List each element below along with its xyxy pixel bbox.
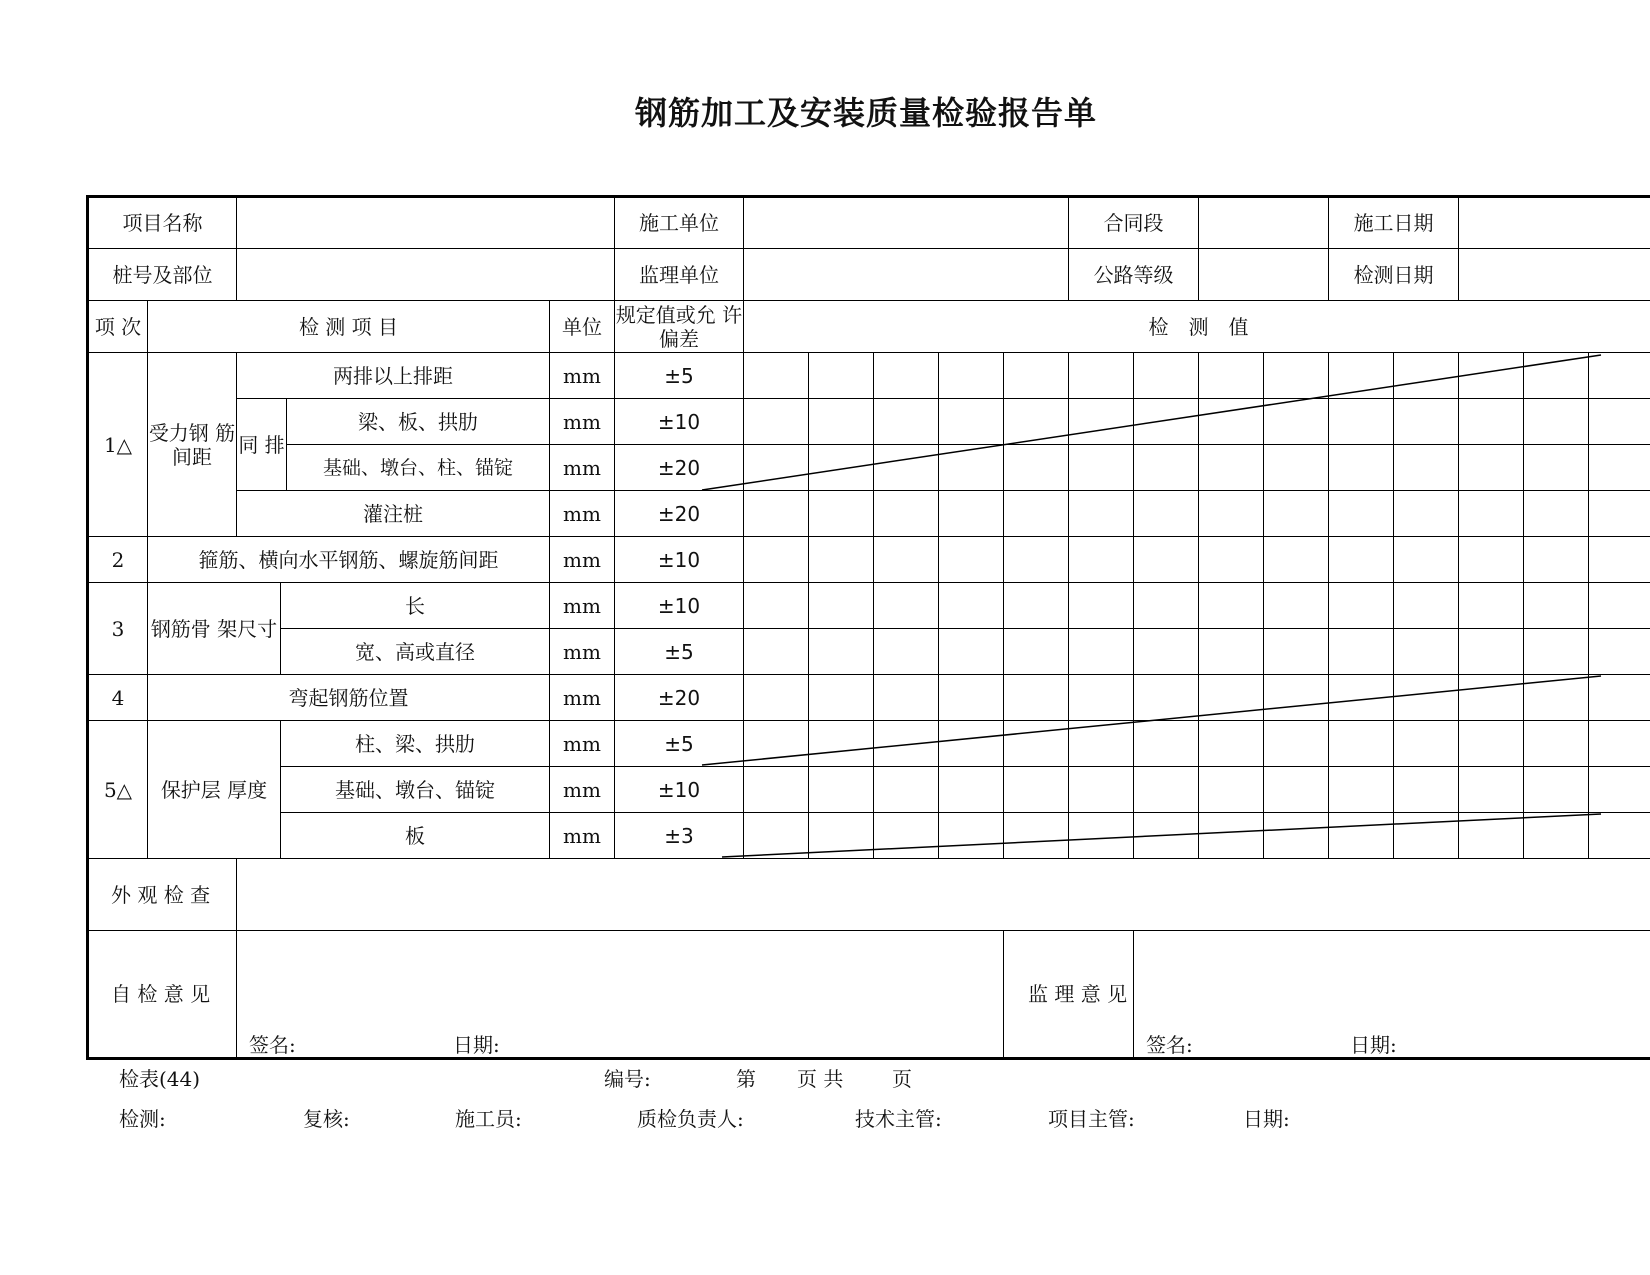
measure-cell[interactable] [809,537,874,583]
measure-cell[interactable] [1199,721,1264,767]
supervision-sign-label: 签名: [1146,1033,1193,1057]
measure-cell[interactable] [1199,445,1264,491]
row5-group: 保护层 厚度 [148,721,281,859]
measure-cell[interactable] [1004,353,1069,399]
measure-cell[interactable] [1394,445,1459,491]
report-title: 钢筋加工及安装质量检验报告单 [634,94,1097,132]
measure-cell[interactable] [1069,813,1134,859]
measure-cell[interactable] [1134,399,1199,445]
measure-cell[interactable] [1199,813,1264,859]
measure-cell[interactable] [1199,767,1264,813]
measure-cell[interactable] [1264,353,1329,399]
header-row-1 [88,197,1650,249]
measure-cell[interactable] [1199,675,1264,721]
row-1b [88,399,1650,445]
measure-cell[interactable] [1589,721,1650,767]
opinion-row [88,931,1650,1059]
page-di: 第 [736,1067,756,1091]
measure-cell[interactable] [1394,721,1459,767]
row1a-spec: ±5 [615,353,744,399]
row5c-unit: mm [550,813,615,859]
measure-cell[interactable] [1589,629,1650,675]
measure-cell[interactable] [874,767,939,813]
reviewer-label: 复核: [303,1107,350,1131]
measure-cell[interactable] [1264,675,1329,721]
measure-cell[interactable] [1394,767,1459,813]
row-5b [88,767,1650,813]
item-header: 检 测 项 目 [148,301,550,353]
construction-date-value[interactable] [1459,197,1650,249]
measure-cell[interactable] [1199,491,1264,537]
measure-cell[interactable] [1589,491,1650,537]
row5c-spec: ±3 [615,813,744,859]
measure-cell[interactable] [809,353,874,399]
row1b-unit: mm [550,399,615,445]
construction-unit-label: 施工单位 [615,197,744,249]
measure-cell[interactable] [744,813,809,859]
page-ye-gong: 页 共 [797,1067,844,1091]
row-5a [88,721,1650,767]
row3b-unit: mm [550,629,615,675]
supervision-opinion-value[interactable] [1134,931,1650,1059]
measure-cell[interactable] [1329,721,1394,767]
measure-cell[interactable] [1134,583,1199,629]
measure-cell[interactable] [1329,491,1394,537]
measure-cell[interactable] [1004,675,1069,721]
column-header-row [88,301,1650,353]
inspection-date-value[interactable] [1459,249,1650,301]
row5a-unit: mm [550,721,615,767]
measure-cell[interactable] [809,445,874,491]
row5a-item: 柱、梁、拱肋 [281,721,550,767]
measure-cell[interactable] [1394,399,1459,445]
contract-section-label: 合同段 [1069,197,1199,249]
measure-cell[interactable] [809,491,874,537]
row-1d [88,491,1650,537]
row3b-spec: ±5 [615,629,744,675]
measure-cell[interactable] [1004,445,1069,491]
measure-cell[interactable] [1524,813,1589,859]
unit-header: 单位 [550,301,615,353]
measure-cell[interactable] [809,629,874,675]
row3-group: 钢筋骨 架尺寸 [148,583,281,675]
measure-cell[interactable] [1069,583,1134,629]
measure-cell[interactable] [1004,813,1069,859]
row1-same-row: 同 排 [237,399,287,491]
row4-item: 弯起钢筋位置 [148,675,550,721]
measure-cell[interactable] [744,353,809,399]
measure-cell[interactable] [809,583,874,629]
measure-cell[interactable] [1264,767,1329,813]
measure-cell[interactable] [1394,675,1459,721]
measure-cell[interactable] [1329,813,1394,859]
measure-cell[interactable] [939,813,1004,859]
row-1c [88,445,1650,491]
measure-cell[interactable] [1264,583,1329,629]
tech-head-label: 技术主管: [855,1107,942,1131]
row3-no: 3 [88,583,148,675]
measure-cell[interactable] [1329,583,1394,629]
measure-cell[interactable] [1459,721,1524,767]
measure-cell[interactable] [1069,537,1134,583]
measure-cell[interactable] [939,445,1004,491]
row2-unit: mm [550,537,615,583]
self-check-label: 自 检 意 见 [88,931,237,1059]
measure-cell[interactable] [1199,399,1264,445]
measure-cell[interactable] [744,537,809,583]
station-part-value[interactable] [237,249,615,301]
project-name-value[interactable] [237,197,615,249]
row5b-spec: ±10 [615,767,744,813]
measure-cell[interactable] [1459,445,1524,491]
row3a-item: 长 [281,583,550,629]
project-name-label: 项目名称 [88,197,237,249]
measure-cell[interactable] [1004,767,1069,813]
row4-unit: mm [550,675,615,721]
station-part-label: 桩号及部位 [88,249,237,301]
measure-cell[interactable] [1589,445,1650,491]
measure-cell[interactable] [1524,583,1589,629]
measure-cell[interactable] [1329,353,1394,399]
row2-no: 2 [88,537,148,583]
self-check-value[interactable] [237,931,1004,1059]
measure-cell[interactable] [744,399,809,445]
measure-cell[interactable] [1524,491,1589,537]
self-check-date-label: 日期: [453,1033,500,1057]
self-check-sign-label: 签名: [249,1033,296,1057]
row-2 [88,537,1650,583]
measure-cell[interactable] [939,537,1004,583]
appearance-value[interactable] [237,859,1650,931]
measure-cell[interactable] [939,767,1004,813]
measure-cell[interactable] [809,675,874,721]
measure-cell[interactable] [1069,491,1134,537]
measure-cell[interactable] [1459,583,1524,629]
measure-cell[interactable] [1459,675,1524,721]
item-no-header: 项 次 [88,301,148,353]
measure-cell[interactable] [874,399,939,445]
measure-cell[interactable] [1004,399,1069,445]
measure-cell[interactable] [1264,399,1329,445]
construction-unit-value[interactable] [744,197,1069,249]
measure-cell[interactable] [1134,813,1199,859]
row1a-unit: mm [550,353,615,399]
measure-cell[interactable] [809,767,874,813]
measure-cell[interactable] [1134,491,1199,537]
project-head-label: 项目主管: [1048,1107,1135,1131]
row5b-unit: mm [550,767,615,813]
measure-cell[interactable] [1199,353,1264,399]
row5b-item: 基础、墩台、锚锭 [281,767,550,813]
measure-cell[interactable] [1069,353,1134,399]
supervision-unit-label: 监理单位 [615,249,744,301]
measure-cell[interactable] [744,445,809,491]
builder-label: 施工员: [455,1107,522,1131]
measure-cell[interactable] [1394,629,1459,675]
measure-cell[interactable] [1069,399,1134,445]
measure-cell[interactable] [1589,813,1650,859]
measure-cell[interactable] [939,491,1004,537]
measure-cell[interactable] [874,491,939,537]
row1-no: 1△ [88,353,148,537]
measure-cell[interactable] [1199,537,1264,583]
measure-cell[interactable] [939,629,1004,675]
measure-cell[interactable] [1459,629,1524,675]
measure-cell[interactable] [874,675,939,721]
measure-cell[interactable] [1199,583,1264,629]
row-3a [88,583,1650,629]
row2-item: 箍筋、横向水平钢筋、螺旋筋间距 [148,537,550,583]
row1b-item: 梁、板、拱肋 [287,399,550,445]
measure-cell[interactable] [939,675,1004,721]
supervision-unit-value[interactable] [744,249,1069,301]
appearance-label: 外 观 检 查 [88,859,237,931]
measure-cell[interactable] [1394,537,1459,583]
measure-cell[interactable] [1394,583,1459,629]
qc-head-label: 质检负责人: [637,1107,744,1131]
measure-cell[interactable] [874,583,939,629]
measure-cell[interactable] [874,445,939,491]
measure-cell[interactable] [1459,399,1524,445]
measure-cell[interactable] [1199,629,1264,675]
measure-cell[interactable] [1329,767,1394,813]
measure-cell[interactable] [809,813,874,859]
measure-cell[interactable] [874,629,939,675]
measure-cell[interactable] [1394,491,1459,537]
row5c-item: 板 [281,813,550,859]
page-ye: 页 [892,1067,912,1091]
measure-cell[interactable] [1329,537,1394,583]
supervision-opinion-label: 监 理 意 见 [1004,931,1134,1059]
inspection-date-label: 检测日期 [1329,249,1459,301]
measure-cell[interactable] [939,721,1004,767]
row1d-unit: mm [550,491,615,537]
measure-cell[interactable] [1459,537,1524,583]
contract-section-value[interactable] [1199,197,1329,249]
measure-cell[interactable] [939,353,1004,399]
measure-cell[interactable] [1589,675,1650,721]
row5-no: 5△ [88,721,148,859]
measure-cell[interactable] [1264,721,1329,767]
appearance-row [88,859,1650,931]
row-3b [88,629,1650,675]
measure-cell[interactable] [1134,353,1199,399]
row4-spec: ±20 [615,675,744,721]
measure-cell[interactable] [744,583,809,629]
measure-cell[interactable] [1524,767,1589,813]
measure-cell[interactable] [1524,353,1589,399]
row2-spec: ±10 [615,537,744,583]
row1a-item: 两排以上排距 [237,353,550,399]
measure-cell[interactable] [1069,675,1134,721]
measure-cell[interactable] [744,675,809,721]
form-number: 检表(44) [119,1067,201,1091]
row4-no: 4 [88,675,148,721]
measure-cell[interactable] [1329,445,1394,491]
row3b-item: 宽、高或直径 [281,629,550,675]
measure-cell[interactable] [744,491,809,537]
measure-cell[interactable] [744,721,809,767]
measure-cell[interactable] [1524,629,1589,675]
measure-cell[interactable] [1069,629,1134,675]
measure-cell[interactable] [1524,399,1589,445]
measure-cell[interactable] [1589,767,1650,813]
highway-grade-label: 公路等级 [1069,249,1199,301]
construction-date-label: 施工日期 [1329,197,1459,249]
measure-cell[interactable] [1264,537,1329,583]
measure-cell[interactable] [1069,767,1134,813]
measure-cell[interactable] [1329,399,1394,445]
measure-cell[interactable] [1134,767,1199,813]
measure-cell[interactable] [1264,491,1329,537]
measure-cell[interactable] [1394,813,1459,859]
row5a-spec: ±5 [615,721,744,767]
header-row-2 [88,249,1650,301]
measure-cell[interactable] [744,767,809,813]
measure-cell[interactable] [1459,767,1524,813]
measure-cell[interactable] [1004,721,1069,767]
measure-cell[interactable] [1589,399,1650,445]
measure-cell[interactable] [874,353,939,399]
measure-cell[interactable] [1524,675,1589,721]
row-5c [88,813,1650,859]
measure-cell[interactable] [744,629,809,675]
measure-cell[interactable] [1004,629,1069,675]
measure-cell[interactable] [1134,629,1199,675]
measure-cell[interactable] [1459,353,1524,399]
row1c-unit: mm [550,445,615,491]
row3a-spec: ±10 [615,583,744,629]
measure-cell[interactable] [1069,721,1134,767]
measure-cell[interactable] [1524,445,1589,491]
measure-cell[interactable] [1134,721,1199,767]
measure-cell[interactable] [1264,445,1329,491]
spec-header: 规定值或允 许偏差 [615,302,743,351]
serial-label: 编号: [604,1067,651,1091]
measure-cell[interactable] [1069,445,1134,491]
measure-cell[interactable] [1394,353,1459,399]
row-1a [88,353,1650,399]
supervision-date-label: 日期: [1350,1033,1397,1057]
measure-cell[interactable] [874,537,939,583]
measure-cell[interactable] [874,813,939,859]
highway-grade-value[interactable] [1199,249,1329,301]
measure-cell[interactable] [1459,491,1524,537]
measure-cell[interactable] [1264,629,1329,675]
measure-cell[interactable] [1134,675,1199,721]
measure-cell[interactable] [809,399,874,445]
measured-header: 检 测 值 [744,301,1650,353]
row1c-spec: ±20 [615,445,744,491]
row3a-unit: mm [550,583,615,629]
measure-cell[interactable] [809,721,874,767]
measure-cell[interactable] [874,721,939,767]
row1d-spec: ±20 [615,491,744,537]
measure-cell[interactable] [939,399,1004,445]
row1-group: 受力钢 筋间距 [148,353,237,537]
measure-cell[interactable] [1459,813,1524,859]
row1b-spec: ±10 [615,399,744,445]
measure-cell[interactable] [1589,583,1650,629]
measure-cell[interactable] [1004,491,1069,537]
measure-cell[interactable] [1329,675,1394,721]
measure-cell[interactable] [1004,583,1069,629]
measure-cell[interactable] [1524,537,1589,583]
measure-cell[interactable] [1004,537,1069,583]
footer-date-label: 日期: [1243,1107,1290,1131]
measure-cell[interactable] [1134,537,1199,583]
row-4 [88,675,1650,721]
inspector-label: 检测: [119,1107,166,1131]
measure-cell[interactable] [1524,721,1589,767]
row1d-item: 灌注桩 [237,491,550,537]
measure-cell[interactable] [1329,629,1394,675]
measure-cell[interactable] [1589,353,1650,399]
measure-cell[interactable] [1589,537,1650,583]
inspection-table [86,195,1650,1060]
row1c-item: 基础、墩台、柱、锚锭 [287,445,550,491]
measure-cell[interactable] [939,583,1004,629]
measure-cell[interactable] [1134,445,1199,491]
measure-cell[interactable] [1264,813,1329,859]
